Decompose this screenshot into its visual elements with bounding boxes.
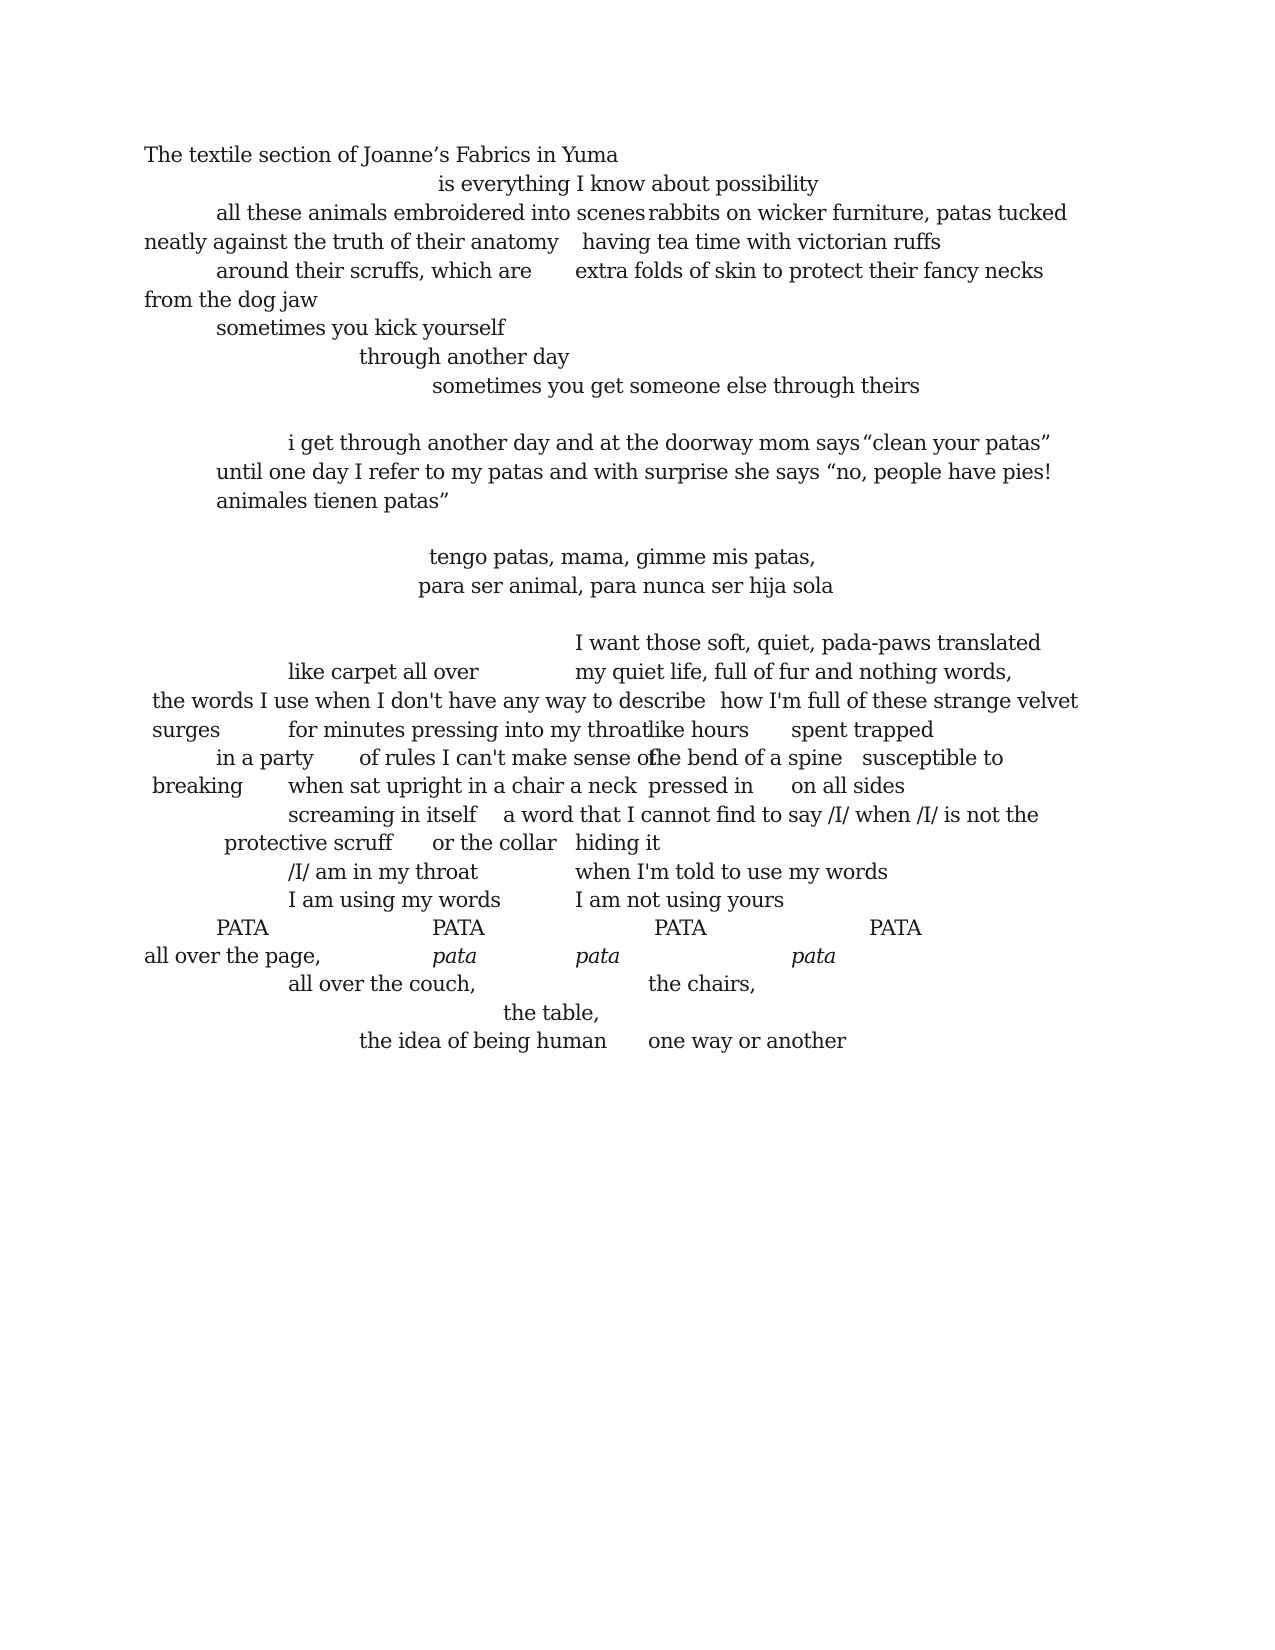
poem-line-1: The textile section of Joanne’s Fabrics in Yuma — [144, 143, 619, 167]
poem-line-18a: surges — [152, 718, 220, 742]
poem-line-16b: my quiet life, full of fur and nothing words, — [575, 660, 1012, 684]
pata-caps-4: PATA — [869, 916, 922, 940]
poem-line-9: sometimes you get someone else through theirs — [432, 374, 920, 398]
poem-line-23a: /I/ am in my throat — [288, 860, 478, 884]
poem-line-20b: when sat upright in a chair a neck — [288, 774, 637, 798]
poem-line-18d: spent trapped — [791, 718, 934, 742]
poem-line-24b: I am not using yours — [575, 888, 784, 912]
pata-caps-3: PATA — [654, 916, 707, 940]
poem-line-3b: rabbits on wicker furniture, patas tucked — [648, 201, 1067, 225]
poem-line-21a: screaming in itself — [288, 803, 477, 827]
poem-line-19d: susceptible to — [862, 746, 1004, 770]
poem-line-20a: breaking — [152, 774, 243, 798]
poem-line-13: tengo patas, mama, gimme mis patas, — [429, 545, 816, 569]
poem-line-11: until one day I refer to my patas and with surprise she says “no, people have pies! — [216, 460, 1052, 484]
poem-line-5b: extra folds of skin to protect their fancy necks — [575, 259, 1044, 283]
pata-italic-2: pata — [575, 944, 620, 968]
pata-caps-2: PATA — [432, 916, 485, 940]
poem-line-24a: I am using my words — [288, 888, 501, 912]
poem-line-18b: for minutes pressing into my throat — [288, 718, 650, 742]
poem-line-19c: the bend of a spine — [648, 746, 843, 770]
poem-line-10a: i get through another day and at the doorway mom says — [288, 431, 860, 455]
poem-line-3a: all these animals embroidered into scenes — [216, 201, 646, 225]
poem-line-20c: pressed in — [648, 774, 754, 798]
poem-line-17a: the words I use when I don't have any way to describe — [152, 689, 706, 713]
poem-line-4b: having tea time with victorian ruffs — [582, 230, 941, 254]
poem-line-19b: of rules I can't make sense of — [359, 746, 657, 770]
poem-line-29a: the idea of being human — [359, 1029, 607, 1053]
poem-line-22b: or the collar — [432, 831, 557, 855]
poem-line-22c: hiding it — [575, 831, 660, 855]
poem-line-14: para ser animal, para nunca ser hija sola — [418, 574, 834, 598]
poem-line-4a: neatly against the truth of their anatomy — [144, 230, 559, 254]
poem-line-27b: the chairs, — [648, 972, 756, 996]
poem-line-5a: around their scruffs, which are — [216, 259, 532, 283]
poem-line-8: through another day — [359, 345, 569, 369]
poem-line-2: is everything I know about possibility — [438, 172, 819, 196]
poem-line-20d: on all sides — [791, 774, 905, 798]
poem-line-17b: how I'm full of these strange velvet — [720, 689, 1078, 713]
poem-line-12: animales tienen patas” — [216, 489, 449, 513]
poem-line-7: sometimes you kick yourself — [216, 316, 505, 340]
poem-line-23b: when I'm told to use my words — [575, 860, 888, 884]
pata-italic-3: pata — [791, 944, 836, 968]
poem-line-27a: all over the couch, — [288, 972, 476, 996]
poem-line-6: from the dog jaw — [144, 288, 318, 312]
pata-caps-1: PATA — [216, 916, 269, 940]
poem-line-15: I want those soft, quiet, pada-paws translated — [575, 631, 1041, 655]
poem-line-16a: like carpet all over — [288, 660, 479, 684]
poem-line-21b: a word that I cannot find to say /I/ when /I/ is not the — [503, 803, 1039, 827]
poem-line-10b: “clean your patas” — [862, 431, 1051, 455]
poem-line-19a: in a party — [216, 746, 314, 770]
poem-line-26a: all over the page, — [144, 944, 321, 968]
poem-line-28: the table, — [503, 1001, 600, 1025]
pata-italic-1: pata — [432, 944, 477, 968]
poem-line-18c: like hours — [648, 718, 749, 742]
poem-line-22a: protective scruff — [224, 831, 393, 855]
poem-line-29b: one way or another — [648, 1029, 846, 1053]
